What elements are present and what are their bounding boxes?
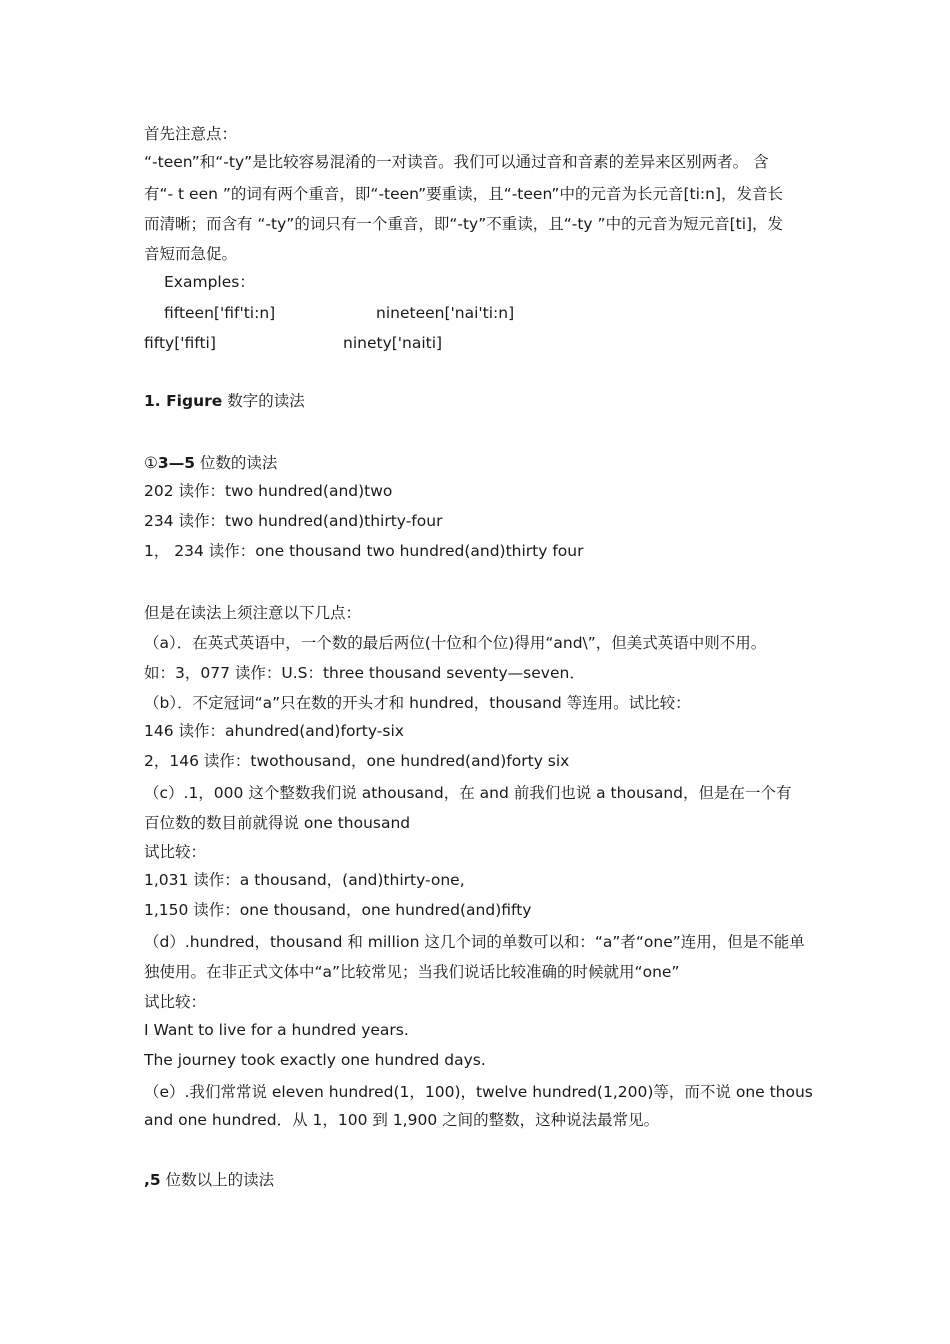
note-c: 百位数的数目前就得说 one thousand [144, 814, 411, 832]
note-d-example: The journey took exactly one hundred days. [144, 1051, 486, 1069]
note-e: （e）.我们常常说 eleven hundred(1，100)，twelve hundred(1,200)等，而不说 one thous [144, 1083, 813, 1101]
note-b: （b）．不定冠词“a”只在数的开头才和 hundred，thousand 等连用。试比较： [144, 694, 691, 712]
note-c: （c）.1，000 这个整数我们说 athousand，在 and 前我们也说 a thousand，但是在一个有 [144, 784, 792, 802]
example-word: ninety['naiti] [343, 334, 443, 352]
note-a: （a）．在英式英语中，一个数的最后两位(十位和个位)得用“and\”，但美式英语中则不用。 [144, 634, 767, 652]
subsection-text: 位数的读法 [194, 454, 278, 472]
note-d-example: I Want to live for a hundred years. [144, 1021, 409, 1039]
reading-example: 202 读作：two hundred(and)two [144, 482, 393, 500]
example-word: fifty['fifti] [144, 334, 216, 352]
section-heading [144, 391, 305, 411]
paragraph-line: “-teen”和“-ty”是比较容易混淆的一对读音。我们可以通过音和音素的差异来区别两者。 含 [144, 153, 769, 171]
note-d: （d）.hundred，thousand 和 million 这几个词的单数可以和：“a”者“one”连用，但是不能单 [144, 933, 805, 951]
note-b-example: 146 读作：ahundred(and)forty-six [144, 722, 404, 740]
compare-label: 试比较： [144, 843, 207, 861]
paragraph-line: 有“- t een ”的词有两个重音，即“-teen”要重读，且“-teen”中的元音为长元音[ti:n]，发音长 [144, 185, 783, 203]
intro-heading: 首先注意点： [144, 125, 238, 143]
section-heading-text: 数字的读法 [222, 392, 305, 410]
note-c-example: 1,031 读作：a thousand，(and)thirty-one, [144, 871, 465, 889]
examples-label: Examples： [164, 273, 255, 291]
note-c-example: 1,150 读作：one thousand，one hundred(and)fifty [144, 901, 532, 919]
subsection-heading [144, 1170, 274, 1190]
note-e: and one hundred．从 1，100 到 1,900 之间的整数，这种说法最常见。 [144, 1111, 660, 1129]
notes-intro: 但是在读法上须注意以下几点： [144, 604, 362, 622]
subsection-range: ,5 [144, 1171, 161, 1189]
paragraph-line: 音短而急促。 [144, 245, 238, 263]
subsection-range: 3—5 [157, 454, 195, 472]
note-a-example: 如：3，077 读作：U.S：three thousand seventy—seven． [144, 664, 585, 682]
circled-number: ① [144, 454, 158, 472]
section-heading-number: 1. Figure [144, 392, 223, 410]
note-d: 独使用。在非正式文体中“a”比较常见；当我们说话比较准确的时候就用“one” [144, 963, 680, 981]
reading-example: 234 读作：two hundred(and)thirty-four [144, 512, 443, 530]
example-word: fifteen['fif'ti:n] [164, 304, 276, 322]
reading-example: 1， 234 读作：one thousand two hundred(and)thirty four [144, 542, 584, 560]
note-b-example: 2，146 读作：twothousand，one hundred(and)forty six [144, 752, 570, 770]
paragraph-line: 而清晰；而含有 “-ty”的词只有一个重音，即“-ty”不重读，且“-ty ”中的元音为短元音[ti]，发 [144, 215, 784, 233]
example-word: nineteen['nai'ti:n] [376, 304, 515, 322]
subsection-text: 位数以上的读法 [160, 1171, 275, 1189]
subsection-heading [144, 453, 277, 473]
compare-label: 试比较： [144, 993, 207, 1011]
